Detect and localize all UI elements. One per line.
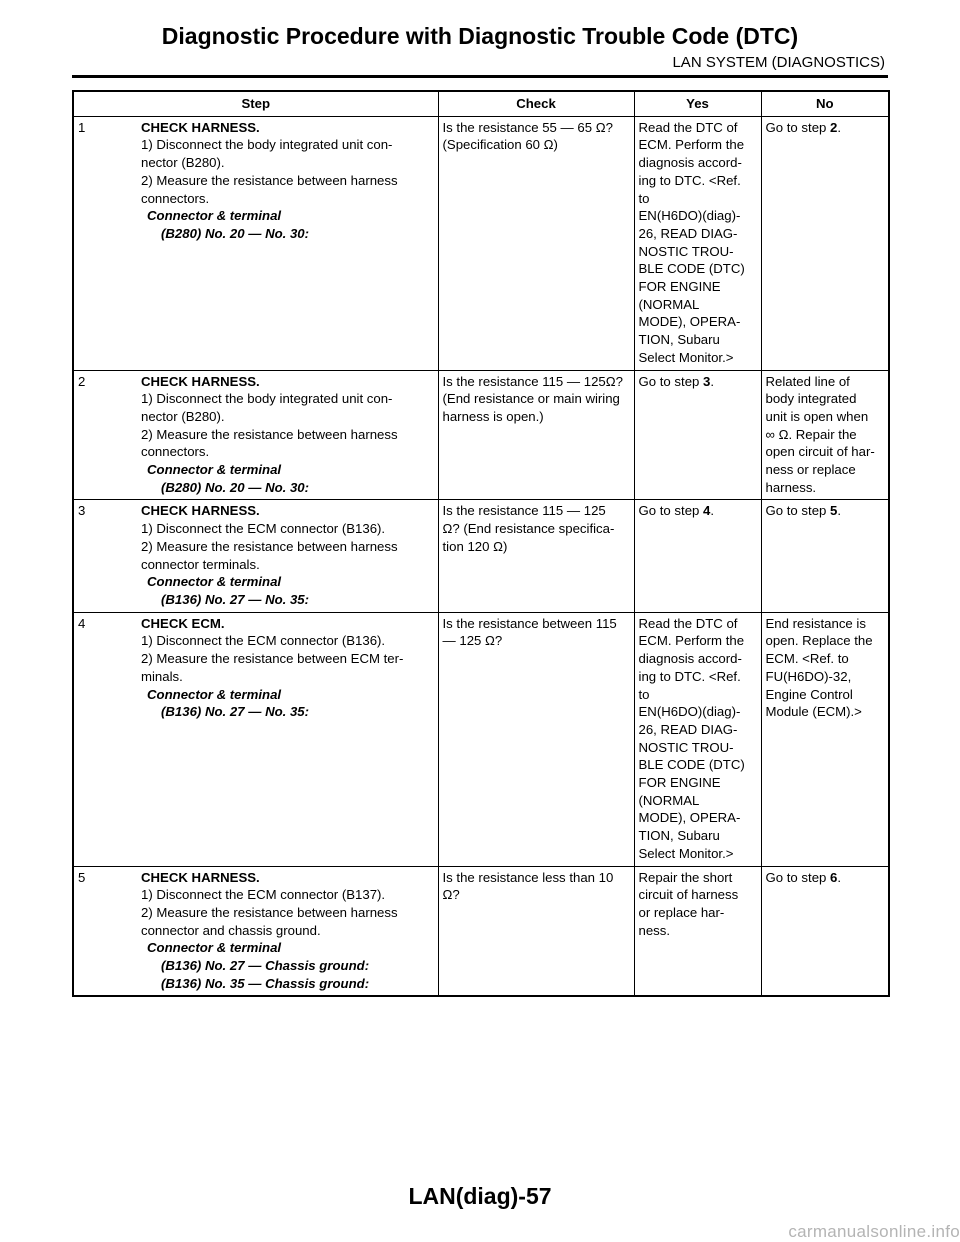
no-text: Go to step <box>765 503 831 519</box>
connector-label: Connector & terminal <box>147 462 282 478</box>
step-instruction: 1) Disconnect the ECM connector (B136). <box>141 633 386 649</box>
header-no: No <box>761 91 889 116</box>
page-number: LAN(diag)-57 <box>408 1183 552 1209</box>
check-cell: Is the resistance 115 — 125Ω? (End resistance or main wiring harness is open.) <box>438 370 634 500</box>
check-cell: Is the resistance 55 — 65 Ω? (Specification 60 Ω) <box>438 116 634 370</box>
step-cell <box>137 370 438 500</box>
page-title: Diagnostic Procedure with Diagnostic Trouble Code (DTC) <box>161 23 799 49</box>
step-instruction: 1) Disconnect the ECM connector (B136). <box>141 521 386 537</box>
step-reference: 3 <box>703 373 711 389</box>
connector-label: Connector & terminal <box>147 686 282 702</box>
step-number: 2 <box>73 370 137 500</box>
connector-terminal: (B280) No. 20 — No. 30: <box>161 479 310 495</box>
check-cell: Is the resistance 115 — 125 Ω? (End resistance specifica- tion 120 Ω) <box>438 500 634 612</box>
yes-text-end: . <box>710 503 715 519</box>
step-title: CHECK HARNESS. <box>141 373 260 389</box>
step-instruction: 2) Measure the resistance between harness connector and chassis ground. <box>141 904 398 938</box>
step-number: 3 <box>73 500 137 612</box>
step-instruction: 1) Disconnect the body integrated unit con- nector (B280). <box>141 391 393 424</box>
check-cell: Is the resistance between 115 — 125 Ω? <box>438 612 634 866</box>
yes-text: Go to step <box>638 503 704 519</box>
step-number: 5 <box>73 866 137 996</box>
table-row <box>73 500 889 612</box>
no-cell <box>761 116 889 370</box>
connector-terminal: (B136) No. 27 — No. 35: <box>161 591 310 607</box>
table-row <box>73 116 889 370</box>
watermark: carmanualsonline.info <box>788 1222 960 1241</box>
step-reference: 6 <box>830 869 838 885</box>
no-cell <box>761 866 889 996</box>
diagnostic-table-wrap <box>72 90 888 997</box>
step-instruction: 1) Disconnect the body integrated unit con- nector (B280). <box>141 137 393 171</box>
yes-text: Go to step <box>638 373 704 389</box>
no-text: Go to step <box>765 119 831 135</box>
yes-text-end: . <box>710 373 715 389</box>
yes-cell: Repair the short circuit of harness or replace har- ness. <box>634 866 761 996</box>
header-check: Check <box>438 91 634 116</box>
step-instruction: 2) Measure the resistance between harness connector terminals. <box>141 538 398 572</box>
connector-terminal: (B136) No. 27 — No. 35: <box>161 704 310 720</box>
no-text-end: . <box>837 503 842 519</box>
check-cell: Is the resistance less than 10 Ω? <box>438 866 634 996</box>
connector-terminal: (B280) No. 20 — No. 30: <box>161 225 310 241</box>
section-subtitle: LAN SYSTEM (DIAGNOSTICS) <box>672 54 885 71</box>
yes-cell <box>634 370 761 500</box>
step-reference: 5 <box>830 503 838 519</box>
step-instruction: 2) Measure the resistance between harness connectors. <box>141 172 398 206</box>
header-rule <box>72 75 888 78</box>
no-text-end: . <box>837 869 842 885</box>
step-instruction: 2) Measure the resistance between harness connectors. <box>141 426 398 460</box>
page-header <box>72 0 888 78</box>
table-row <box>73 612 889 866</box>
connector-label: Connector & terminal <box>147 940 282 956</box>
step-cell <box>137 612 438 866</box>
step-instruction: 2) Measure the resistance between ECM ter- minals. <box>141 651 404 684</box>
table-header-row <box>73 91 889 116</box>
connector-label: Connector & terminal <box>147 208 282 224</box>
no-cell: End resistance is open. Replace the ECM. <Ref. to FU(H6DO)-32, Engine Control Module (ECM).> <box>761 612 889 866</box>
header-step: Step <box>73 91 438 116</box>
step-cell <box>137 116 438 370</box>
step-title: CHECK ECM. <box>141 615 225 631</box>
yes-cell <box>634 500 761 612</box>
step-number: 4 <box>73 612 137 866</box>
table-row <box>73 370 889 500</box>
step-title: CHECK HARNESS. <box>141 119 260 135</box>
step-cell <box>137 866 438 996</box>
table-row <box>73 866 889 996</box>
connector-terminal: (B136) No. 35 — Chassis ground: <box>161 975 370 991</box>
no-cell: Related line of body integrated unit is open when ∞ Ω. Repair the open circuit of har- ness or replace harness. <box>761 370 889 500</box>
header-yes: Yes <box>634 91 761 116</box>
step-cell <box>137 500 438 612</box>
diagnostic-table <box>72 90 890 997</box>
connector-terminal: (B136) No. 27 — Chassis ground: <box>161 958 370 974</box>
step-instruction: 1) Disconnect the ECM connector (B137). <box>141 887 386 903</box>
yes-cell: Read the DTC of ECM. Perform the diagnosis accord- ing to DTC. <Ref. to EN(H6DO)(diag)- 26, READ DIAG- NOSTIC TROU- BLE CODE (DTC) FOR ENGINE (NORMAL MODE), OPERA- TION, Subaru Select Monitor.> <box>634 612 761 866</box>
step-title: CHECK HARNESS. <box>141 503 260 519</box>
no-text-end: . <box>837 119 842 135</box>
step-reference: 2 <box>830 119 838 135</box>
no-cell <box>761 500 889 612</box>
step-number: 1 <box>73 116 137 370</box>
yes-cell: Read the DTC of ECM. Perform the diagnosis accord- ing to DTC. <Ref. to EN(H6DO)(diag)- 26, READ DIAG- NOSTIC TROU- BLE CODE (DTC) FOR ENGINE (NORMAL MODE), OPERA- TION, Subaru Select Monitor.> <box>634 116 761 370</box>
step-reference: 4 <box>703 503 711 519</box>
step-title: CHECK HARNESS. <box>141 869 260 885</box>
connector-label: Connector & terminal <box>147 574 282 590</box>
no-text: Go to step <box>765 869 831 885</box>
